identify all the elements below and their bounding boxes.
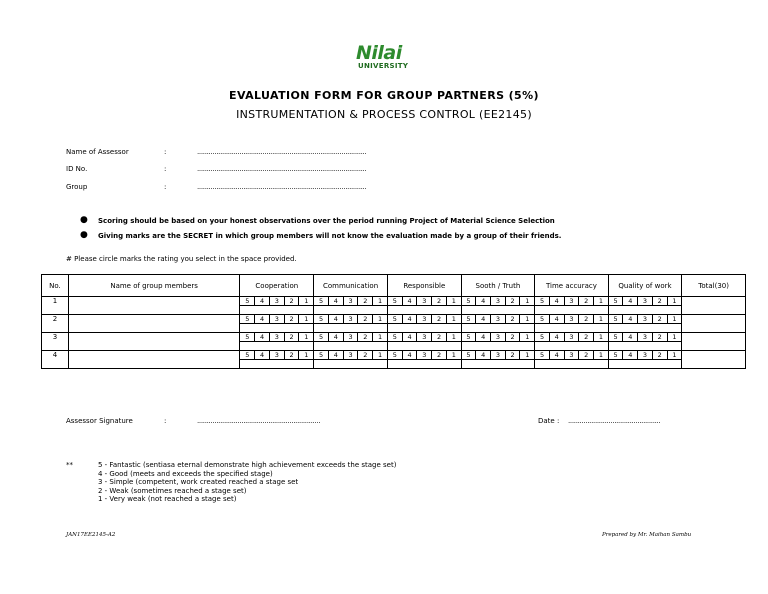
table-row [42,351,746,369]
rating-option[interactable]: 5 [388,351,403,359]
rating-option[interactable]: 3 [344,297,359,305]
rating-option[interactable]: 4 [255,333,270,341]
rating-option[interactable]: 2 [432,351,447,359]
rating-option[interactable]: 3 [270,333,285,341]
header-communication: Communication [314,275,388,297]
rating-scale [462,351,535,360]
rating-option[interactable]: 3 [417,297,432,305]
id-no-label: ID No. [66,165,88,173]
rating-option[interactable]: 2 [285,333,300,341]
rating-option[interactable]: 1 [598,315,603,323]
legend-item: 2 - Weak (sometimes reached a stage set) [98,486,247,495]
rating-option[interactable]: 3 [638,297,653,305]
rating-option[interactable]: 2 [579,315,594,323]
rating-scale [462,333,535,342]
instruction-item [80,232,561,247]
field-colon: : [164,183,167,191]
header-name: Name of group members [68,275,240,297]
total-cell[interactable] [682,333,746,351]
rating-option[interactable]: 3 [270,351,285,359]
member-name-cell[interactable] [68,315,240,333]
table-row [42,333,746,351]
member-name-cell[interactable] [68,297,240,315]
member-name-cell[interactable] [68,333,240,351]
criterion-rating-cell [240,333,314,351]
criterion-rating-cell [535,315,609,333]
rating-option[interactable]: 5 [535,351,550,359]
rating-option[interactable]: 5 [388,333,403,341]
rating-option[interactable]: 1 [598,297,603,305]
rating-option[interactable]: 5 [388,297,403,305]
rating-scale [388,315,461,324]
rating-option[interactable]: 1 [304,351,309,359]
rating-option[interactable]: 2 [579,351,594,359]
header-time-accuracy: Time accuracy [535,275,609,297]
criterion-rating-cell [240,351,314,369]
rating-option[interactable]: 4 [329,351,344,359]
rating-option[interactable]: 1 [672,297,677,305]
group-label: Group [66,183,88,191]
criterion-rating-cell [535,351,609,369]
rating-option[interactable]: 4 [623,333,638,341]
rating-option[interactable]: 5 [609,351,624,359]
rating-option[interactable]: 1 [378,315,383,323]
rating-option[interactable]: 2 [358,315,373,323]
rating-option[interactable]: 5 [535,315,550,323]
rating-scale [609,297,682,306]
rating-option[interactable]: 2 [653,297,668,305]
signature-label: Assessor Signature [66,417,133,425]
signature-line[interactable]: ................................................................ [197,417,321,425]
rating-scale [240,351,313,360]
header-no: No. [42,275,69,297]
rating-scale [535,315,608,324]
rating-option[interactable]: 5 [314,351,329,359]
rating-option[interactable]: 3 [491,315,506,323]
rating-option[interactable]: 2 [506,297,521,305]
rating-option[interactable]: 2 [285,351,300,359]
rating-option[interactable]: 5 [314,315,329,323]
rating-option[interactable]: 4 [255,351,270,359]
rating-scale [240,333,313,342]
rating-option[interactable]: 2 [579,333,594,341]
rating-option[interactable]: 1 [525,333,530,341]
criterion-rating-cell [535,333,609,351]
rating-option[interactable]: 3 [491,297,506,305]
rating-option[interactable]: 5 [609,315,624,323]
rating-scale [240,297,313,306]
rating-option[interactable]: 1 [451,333,456,341]
rating-scale [535,351,608,360]
university-logo [352,42,414,72]
rating-option[interactable]: 4 [476,351,491,359]
rating-option[interactable]: 1 [304,315,309,323]
instruction-text: Giving marks are the SECRET in which group members will not know the evaluation made by a group of their friends. [98,232,562,240]
rating-option[interactable]: 4 [550,333,565,341]
legend-item: 3 - Simple (competent, work created reached a stage set [98,478,299,486]
criterion-rating-cell [608,333,682,351]
instruction-text: Scoring should be based on your honest observations over the period running Project of Material Science Selection [98,217,555,225]
rating-option[interactable]: 1 [378,333,383,341]
criterion-rating-cell [314,315,388,333]
rating-option[interactable]: 5 [462,297,477,305]
rating-option[interactable]: 5 [462,351,477,359]
rating-scale [314,315,387,324]
rating-option[interactable]: 3 [565,315,580,323]
legend-item: 1 - Very weak (not reached a stage set) [98,495,237,503]
rating-scale [535,333,608,342]
date-line[interactable]: ................................................ [568,417,661,425]
criterion-rating-cell [387,351,461,369]
rating-option[interactable]: 3 [491,333,506,341]
logo-subtitle: UNIVERSITY [358,62,409,70]
rating-scale [314,333,387,342]
rating-option[interactable]: 2 [506,351,521,359]
document-code: JAN17EE2145-A2 [66,532,116,538]
rating-scale [535,297,608,306]
rating-option[interactable]: 3 [638,351,653,359]
bullet-icon: ● [80,215,88,225]
rating-option[interactable]: 1 [525,351,530,359]
row-number: 4 [42,351,69,369]
rating-option[interactable]: 5 [388,315,403,323]
criterion-rating-cell [240,297,314,315]
date-label: Date : [538,417,560,425]
rating-option[interactable]: 2 [653,333,668,341]
rating-option[interactable]: 2 [506,333,521,341]
row-number: 3 [42,333,69,351]
rating-option[interactable]: 4 [255,315,270,323]
rating-option[interactable]: 3 [491,351,506,359]
rating-option[interactable]: 2 [432,297,447,305]
rating-option[interactable]: 5 [314,297,329,305]
rating-option[interactable]: 1 [378,351,383,359]
rating-option[interactable]: 5 [609,333,624,341]
rating-option[interactable]: 4 [623,351,638,359]
rating-option[interactable]: 1 [525,315,530,323]
criterion-rating-cell [461,333,535,351]
instruction-item [80,217,561,232]
rating-option[interactable]: 2 [285,315,300,323]
rating-option[interactable]: 3 [638,315,653,323]
legend-item: 4 - Good (meets and exceeds the specified stage) [98,469,273,478]
row-number: 2 [42,315,69,333]
rating-option[interactable]: 1 [672,351,677,359]
rating-legend [98,461,396,504]
criterion-rating-cell [314,297,388,315]
rating-option[interactable]: 4 [403,297,418,305]
legend-mark: ** [66,461,73,469]
rating-option[interactable]: 5 [462,333,477,341]
course-subtitle: INSTRUMENTATION & PROCESS CONTROL (EE2145) [236,108,532,121]
rating-option[interactable]: 4 [329,297,344,305]
rating-scale [314,351,387,360]
rating-scale [388,333,461,342]
group-line[interactable]: ........................................................................................ [197,183,367,191]
rating-option[interactable]: 2 [506,315,521,323]
prepared-by: Prepared by Mr. Maihan Sambu [602,532,692,538]
rating-scale [609,315,682,324]
rating-scale [240,315,313,324]
table-row [42,315,746,333]
evaluation-table [41,274,746,369]
criterion-rating-cell [461,297,535,315]
rating-scale [609,351,682,360]
rating-option[interactable]: 2 [653,315,668,323]
rating-option[interactable]: 1 [304,297,309,305]
rating-option[interactable]: 5 [240,315,255,323]
rating-option[interactable]: 2 [358,333,373,341]
row-number: 1 [42,297,69,315]
header-cooperation: Cooperation [240,275,314,297]
logo-wordmark: Nilai [356,42,402,64]
rating-option[interactable]: 5 [535,333,550,341]
rating-option[interactable]: 4 [403,351,418,359]
criterion-rating-cell [387,315,461,333]
rating-option[interactable]: 1 [672,333,677,341]
rating-option[interactable]: 3 [270,315,285,323]
criterion-rating-cell [461,351,535,369]
rating-option[interactable]: 1 [598,351,603,359]
assessor-name-line[interactable]: ........................................................................................ [197,148,367,156]
criterion-rating-cell [240,315,314,333]
rating-option[interactable]: 5 [240,351,255,359]
criterion-rating-cell [608,315,682,333]
form-title: EVALUATION FORM FOR GROUP PARTNERS (5%) [229,89,539,102]
rating-option[interactable]: 3 [638,333,653,341]
rating-option[interactable]: 5 [314,333,329,341]
rating-option[interactable]: 1 [451,351,456,359]
rating-option[interactable]: 1 [525,297,530,305]
rating-option[interactable]: 3 [565,297,580,305]
rating-option[interactable]: 3 [344,315,359,323]
rating-option[interactable]: 5 [240,333,255,341]
legend-item: 5 - Fantastic (sentiasa eternal demonstrate high achievement exceeds the stage set) [98,461,397,469]
rating-option[interactable]: 2 [579,297,594,305]
table-row [42,297,746,315]
rating-scale [462,297,535,306]
rating-scale [388,351,461,360]
rating-option[interactable]: 5 [609,297,624,305]
rating-option[interactable]: 1 [304,333,309,341]
header-quality-of-work: Quality of work [608,275,682,297]
criterion-rating-cell [535,297,609,315]
rating-option[interactable]: 2 [285,297,300,305]
field-colon: : [164,148,167,156]
field-colon: : [164,165,167,173]
rating-option[interactable]: 5 [462,315,477,323]
rating-option[interactable]: 3 [344,333,359,341]
header-sooth-truth: Sooth / Truth [461,275,535,297]
rating-option[interactable]: 1 [598,333,603,341]
signature-colon: : [164,417,167,425]
criterion-rating-cell [314,351,388,369]
rating-option[interactable]: 4 [255,297,270,305]
rating-option[interactable]: 5 [240,297,255,305]
rating-option[interactable]: 1 [672,315,677,323]
table-body [42,297,746,369]
rating-option[interactable]: 3 [417,315,432,323]
rating-option[interactable]: 4 [329,315,344,323]
criterion-rating-cell [387,297,461,315]
rating-scale [314,297,387,306]
instructions-list [80,217,561,247]
rating-scale [388,297,461,306]
criterion-rating-cell [461,315,535,333]
rating-option[interactable]: 3 [565,333,580,341]
rating-option[interactable]: 4 [403,333,418,341]
rating-scale [609,333,682,342]
rating-option[interactable]: 5 [535,297,550,305]
rating-option[interactable]: 2 [653,351,668,359]
criterion-rating-cell [608,297,682,315]
rating-option[interactable]: 4 [476,333,491,341]
rating-option[interactable]: 4 [550,315,565,323]
rating-option[interactable]: 4 [329,333,344,341]
rating-option[interactable]: 3 [417,351,432,359]
total-cell[interactable] [682,315,746,333]
criterion-rating-cell [387,333,461,351]
bullet-icon: ● [80,230,88,240]
criterion-rating-cell [608,351,682,369]
table-header-row [42,275,746,297]
rating-option[interactable]: 1 [451,297,456,305]
rating-option[interactable]: 3 [270,297,285,305]
rating-option[interactable]: 1 [378,297,383,305]
rating-option[interactable]: 4 [623,315,638,323]
header-total: Total(30) [682,275,746,297]
rating-option[interactable]: 3 [565,351,580,359]
total-cell[interactable] [682,351,746,369]
rating-scale [462,315,535,324]
rating-option[interactable]: 4 [476,297,491,305]
id-no-line[interactable]: ........................................................................................ [197,165,367,173]
rating-option[interactable]: 4 [550,351,565,359]
rating-option[interactable]: 4 [550,297,565,305]
rating-option[interactable]: 2 [358,297,373,305]
rating-note: # Please circle marks the rating you select in the space provided. [66,255,297,263]
assessor-name-label: Name of Assessor [66,148,129,156]
rating-option[interactable]: 1 [451,315,456,323]
criterion-rating-cell [314,333,388,351]
rating-option[interactable]: 3 [417,333,432,341]
rating-option[interactable]: 2 [358,351,373,359]
total-cell[interactable] [682,297,746,315]
rating-option[interactable]: 4 [403,315,418,323]
rating-option[interactable]: 4 [476,315,491,323]
header-responsible: Responsible [387,275,461,297]
rating-option[interactable]: 2 [432,315,447,323]
member-name-cell[interactable] [68,351,240,369]
rating-option[interactable]: 3 [344,351,359,359]
rating-option[interactable]: 2 [432,333,447,341]
rating-option[interactable]: 4 [623,297,638,305]
